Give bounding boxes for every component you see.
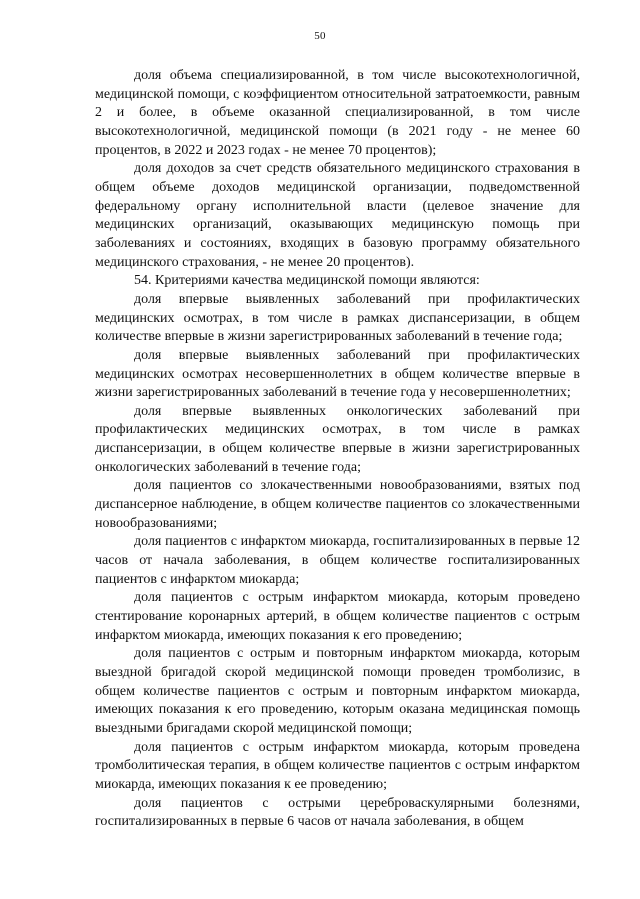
paragraph-oncology-detected: доля впервые выявленных онкологических заболеваний при профилактических медицинских осмотрах, в том числе в рамках диспансеризации, в общем количестве впервые в жизни зарегистрированных онкологических заболеваний в течение года; bbox=[95, 403, 580, 475]
paragraph-oms-income-share: доля доходов за счет средств обязательного медицинского страхования в общем объеме доходов медицинской организации, подведомственной федеральному органу исполнительной власти (целевое значение для медицинских организаций, оказывающих медицинскую помощь при заболеваниях и состояниях, входящих в базовую программу обязательного медицинского страхования, - не менее 20 процентов). bbox=[95, 161, 580, 270]
paragraph-specialized-care-share: доля объема специализированной, в том числе высокотехнологичной, медицинской помощи, с коэффициентом относительной затратоемкости, равным 2 и более, в объеме оказанной специализированной, в том числе высокотехнологичной, медицинской помощи (в 2021 году - не менее 60 процентов, в 2022 и 2023 годах - не менее 70 процентов); bbox=[95, 68, 580, 158]
paragraph-stenting: доля пациентов с острым инфарктом миокарда, которым проведено стентирование коронарных артерий, в общем количестве пациентов с острым инфарктом миокарда, имеющих показания к его проведению; bbox=[95, 590, 580, 643]
paragraph-thrombolytic-therapy: доля пациентов с острым инфарктом миокарда, которым проведена тромболитическая терапия, в общем количестве пациентов с острым инфарктом миокарда, имеющих показания к ее проведению; bbox=[95, 739, 580, 792]
paragraph-cerebrovascular: доля пациентов с острыми цереброваскулярными болезнями, госпитализированных в первые 6 часов от начала заболевания, в общем bbox=[95, 795, 580, 830]
document-body bbox=[95, 67, 580, 832]
paragraph-quality-criteria-heading: 54. Критериями качества медицинской помощи являются: bbox=[134, 273, 480, 289]
paragraph-thrombolysis-ambulance: доля пациентов с острым и повторным инфарктом миокарда, которым выездной бригадой скорой медицинской помощи проведен тромболизис, в общем количестве пациентов с острым и повторным инфарктом миокарда, имеющих показания к его проведению, которым оказана медицинская помощь выездными бригадами скорой медицинской помощи; bbox=[95, 646, 580, 736]
paragraph-first-detected-minors: доля впервые выявленных заболеваний при профилактических медицинских осмотрах несовершеннолетних в общем количестве впервые в жизни зарегистрированных заболеваний в течение года у несовершеннолетних; bbox=[95, 347, 580, 401]
paragraph-malignant-observation: доля пациентов со злокачественными новообразованиями, взятых под диспансерное наблюдение, в общем количестве пациентов со злокачественными новообразованиями; bbox=[95, 478, 580, 531]
paragraph-infarction-12-hours: доля пациентов с инфарктом миокарда, госпитализированных в первые 12 часов от начала заболевания, в общем количестве госпитализированных пациентов с инфарктом миокарда; bbox=[95, 534, 580, 587]
page-number: 50 bbox=[314, 30, 326, 42]
paragraph-first-detected-diseases: доля впервые выявленных заболеваний при профилактических медицинских осмотрах, в том числе в рамках диспансеризации, в общем количестве впервые в жизни зарегистрированных заболеваний в течение года; bbox=[95, 291, 580, 345]
